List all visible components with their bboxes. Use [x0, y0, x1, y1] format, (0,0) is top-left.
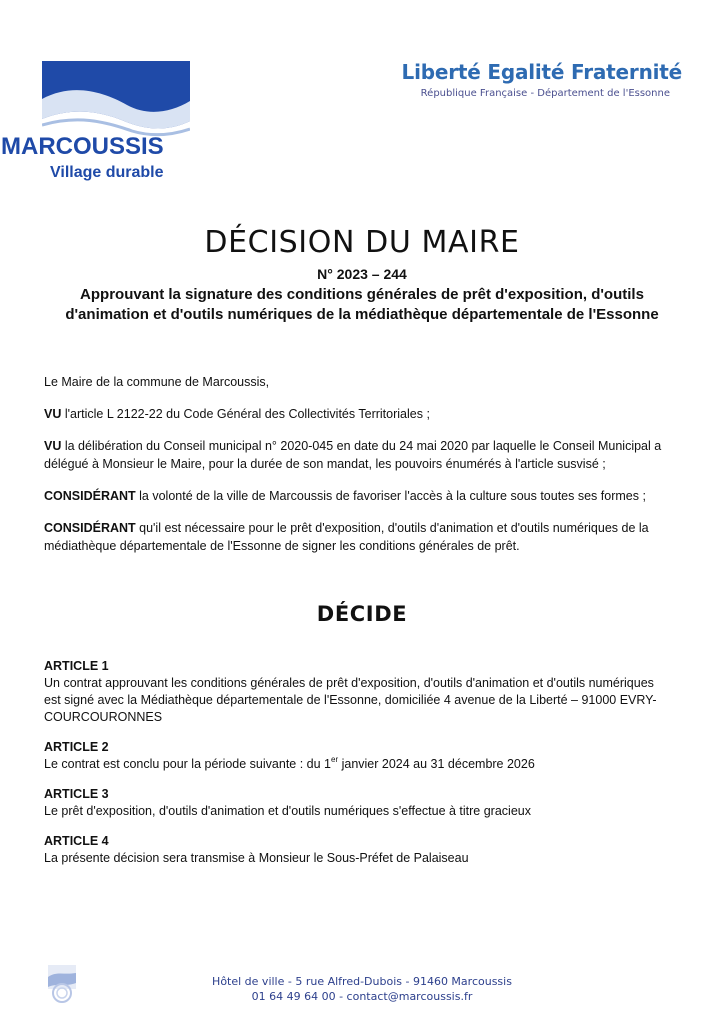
decision-number: N° 2023 – 244: [317, 266, 407, 282]
vu-paragraph-1: [44, 405, 664, 423]
logo-wave-graphic: [42, 61, 190, 139]
articles-list: [44, 658, 664, 880]
considerant-paragraph-1: [44, 487, 664, 505]
article-text: [44, 756, 664, 773]
article-text: La présente décision sera transmise à Monsieur le Sous-Préfet de Palaiseau: [44, 851, 469, 865]
considerant-paragraph-2: [44, 519, 664, 555]
article-3: [44, 786, 664, 820]
article-text: Un contrat approuvant les conditions générales de prêt d'exposition, d'outils d'animation et d'outils numériques est signé avec la Médiathèque départementale de l'Essonne, domiciliée 4 avenue de la Liberté – 91000 EVRY-COURCOURONNES: [44, 676, 657, 724]
motto-text: Liberté Egalité Fraternité: [401, 60, 682, 84]
article-text: Le prêt d'exposition, d'outils d'animation et d'outils numériques s'effectue à titre gracieux: [44, 804, 531, 818]
decide-heading: DÉCIDE: [316, 602, 408, 626]
footer-address: Hôtel de ville - 5 rue Alfred-Dubois - 91460 Marcoussis: [212, 975, 512, 988]
article-heading: ARTICLE 2: [44, 740, 109, 754]
subtitle-line-1: Approuvant la signature des conditions générales de prêt d'exposition, d'outils: [80, 286, 644, 303]
intro-paragraph: Le Maire de la commune de Marcoussis,: [44, 375, 270, 389]
considerant-text: la volonté de la ville de Marcoussis de favoriser l'accès à la culture sous toutes ses formes ;: [135, 489, 646, 503]
article-heading: ARTICLE 1: [44, 659, 109, 673]
logo-tagline: Village durable: [50, 164, 164, 181]
considerant-keyword: CONSIDÉRANT: [44, 521, 136, 535]
decision-subtitle: [0, 285, 724, 325]
considerant-text: qu'il est nécessaire pour le prêt d'exposition, d'outils d'animation et d'outils numériques de la médiathèque départementale de l'Essonne de signer les conditions générales de prêt.: [44, 521, 649, 553]
article-text-start: Le contrat est conclu pour la période suivante : du 1: [44, 757, 331, 771]
preamble: [44, 373, 664, 569]
article-heading: ARTICLE 4: [44, 834, 109, 848]
article-1: [44, 658, 664, 726]
subtitle-line-2: d'animation et d'outils numériques de la médiathèque départementale de l'Essonne: [65, 306, 659, 323]
article-2: [44, 739, 664, 773]
vu-text: la délibération du Conseil municipal n° 2020-045 en date du 24 mai 2020 par laquelle le Conseil Municipal a délégué à Monsieur le Maire, pour la durée de son mandat, les pouvoirs énumérés à l'article susvisé ;: [44, 439, 662, 471]
article-text-end: janvier 2024 au 31 décembre 2026: [338, 757, 535, 771]
ordinal-superscript: er: [331, 755, 339, 764]
footer: [0, 974, 724, 1004]
footer-contact: 01 64 49 64 00 - contact@marcoussis.fr: [251, 990, 473, 1003]
motto-subtitle: République Française - Département de l'Essonne: [420, 88, 670, 99]
vu-paragraph-2: [44, 437, 664, 473]
decision-title: DÉCISION DU MAIRE: [204, 225, 520, 260]
considerant-keyword: CONSIDÉRANT: [44, 489, 136, 503]
vu-keyword: VU: [44, 439, 62, 453]
vu-text: l'article L 2122-22 du Code Général des Collectivités Territoriales ;: [61, 407, 430, 421]
republic-motto: [402, 60, 682, 99]
logo-brand-text: MARCOUSSIS: [1, 133, 164, 160]
vu-keyword: VU: [44, 407, 62, 421]
article-heading: ARTICLE 3: [44, 787, 109, 801]
article-4: [44, 833, 664, 867]
